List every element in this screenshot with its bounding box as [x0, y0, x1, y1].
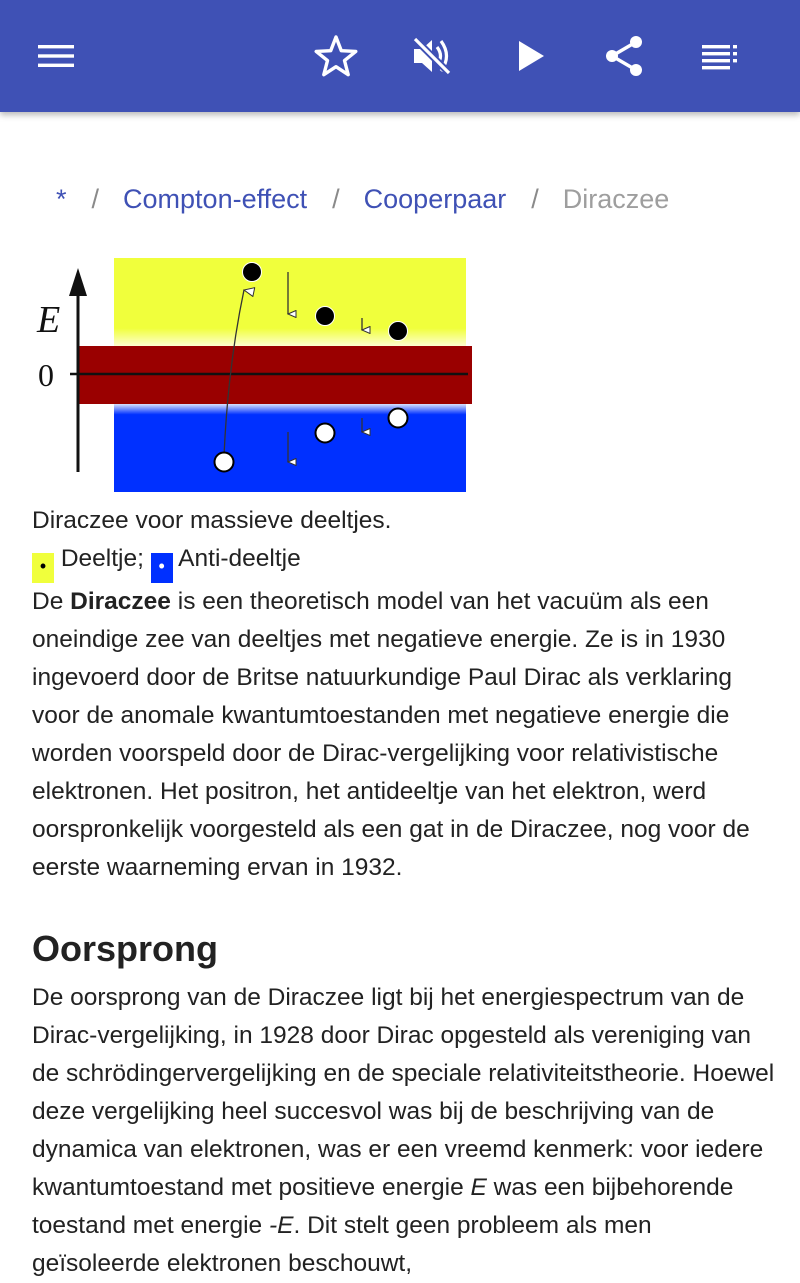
breadcrumb-link-cooperpaar[interactable]: Cooperpaar: [363, 184, 507, 214]
antiparticle-legend-label: Anti-deeltje: [178, 545, 301, 572]
section-paragraph: [32, 979, 777, 1283]
zero-label: 0: [38, 357, 54, 393]
energy-axis-arrow-icon: [69, 268, 87, 296]
particle-legend-label: Deeltje;: [60, 545, 144, 572]
menu-icon: [36, 36, 76, 76]
intro-text-body: is een theoretisch model van het vacuüm als een oneindige zee van deeltjes met negatieve energie. Ze is in 1930 ingevoerd door de Britse natuurkundige Paul Dirac als verklaring voor de anomale kwantumtoestanden met negatieve energie die worden voorspeld door de Dirac-vergelijking voor relativistische elektronen. Het positron, het antideeltje van het elektron, werd oorspronkelijk voorgesteld als een gat in de Diraczee, nog voor de eerste waarneming ervan in 1932.: [32, 588, 750, 881]
breadcrumb-separator: /: [332, 184, 340, 214]
antiparticle-hole: [215, 453, 234, 472]
play-icon: [510, 36, 550, 76]
antiparticle-hole: [316, 424, 335, 443]
negative-energy-band: [114, 404, 466, 492]
particle-swatch: •: [32, 553, 54, 583]
section-text-part: . Dit stelt geen probleem als men geïsoleerde elektronen beschouwt,: [32, 1212, 652, 1277]
breadcrumb-link-compton-effect[interactable]: Compton-effect: [123, 184, 308, 214]
particle-dot: [316, 307, 335, 326]
breadcrumb: [56, 180, 669, 220]
menu-button[interactable]: [28, 28, 84, 84]
star-outline-icon: [314, 34, 358, 78]
antiparticle-hole: [389, 409, 408, 428]
breadcrumb-link-home[interactable]: *: [56, 184, 67, 214]
breadcrumb-separator: /: [91, 184, 100, 214]
dirac-sea-figure: [32, 256, 477, 496]
breadcrumb-current: Diraczee: [562, 184, 670, 214]
share-button[interactable]: [596, 28, 652, 84]
section-variable: -E: [269, 1212, 294, 1239]
particle-dot: [243, 263, 262, 282]
figure-caption: Diraczee voor massieve deeltjes.: [32, 507, 392, 534]
app-bar: [0, 0, 800, 112]
share-icon: [602, 34, 646, 78]
intro-paragraph: [32, 583, 777, 887]
section-text-part: was een bijbehorende toestand met energie: [32, 1174, 734, 1239]
playlist-icon: [698, 34, 742, 78]
positive-energy-band: [114, 258, 466, 348]
volume-off-icon: [410, 34, 454, 78]
playlist-button[interactable]: [692, 28, 748, 84]
intro-text-start: De: [32, 588, 71, 615]
mute-button[interactable]: [404, 28, 460, 84]
play-button[interactable]: [502, 28, 558, 84]
antiparticle-swatch: •: [151, 553, 173, 583]
section-text-part: De oorsprong van de Diraczee ligt bij het energiespectrum van de Dirac-vergelijking, in 1928 door Dirac opgesteld als vereniging van de schrödingervergelijking en de speciale relativiteitstheorie. Hoewel deze vergelijking heel succesvol was bij de beschrijving van de dynamica van elektronen, was er een vreemd kenmerk: voor iedere kwantumtoestand met positieve energie: [32, 984, 775, 1201]
energy-axis-label: E: [37, 299, 61, 341]
particle-dot: [389, 322, 408, 341]
figure-legend: [32, 540, 777, 583]
favorite-button[interactable]: [308, 28, 364, 84]
article-content: [32, 502, 777, 1283]
breadcrumb-separator: /: [531, 184, 539, 214]
section-heading: Oorsprong: [32, 928, 218, 969]
section-variable: E: [470, 1174, 487, 1201]
intro-term: Diraczee: [70, 588, 171, 615]
